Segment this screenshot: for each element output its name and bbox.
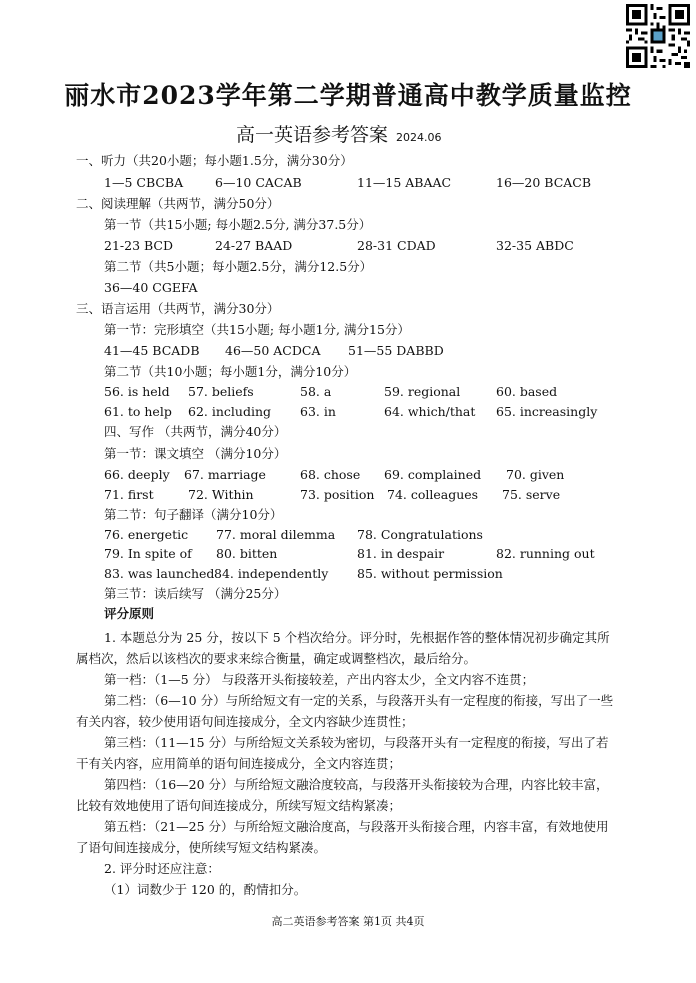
subtitle-date: 2024.06 bbox=[396, 131, 442, 144]
answer-group: 46—50 ACDCA bbox=[225, 343, 321, 358]
language-use-part1-heading: 第一节：完形填空（共15小题; 每小题1分, 满分15分） bbox=[104, 322, 410, 337]
answer-item: 77. moral dilemma bbox=[216, 527, 336, 542]
page-title: 丽水市2023学年第二学期普通高中教学质量监控 bbox=[64, 81, 632, 110]
answer-group: 36—40 CGEFA bbox=[104, 280, 198, 295]
writing-part3-heading: 第三节：读后续写 （满分25分） bbox=[104, 586, 287, 601]
answer-item: 70. given bbox=[506, 467, 565, 482]
answer-item: 82. running out bbox=[496, 546, 595, 561]
answer-item: 61. to help bbox=[104, 404, 172, 419]
answer-item: 69. complained bbox=[384, 467, 482, 482]
answer-item: 73. position bbox=[300, 487, 375, 502]
grading-paragraph: 第四档：（16—20 分）与所给短文融洽度较高，与段落开头衔接较为合理，内容比较丰富，比较有效地使用了语句间连接成分，所续写短文结构紧凑； bbox=[76, 777, 609, 813]
answer-item: 80. bitten bbox=[216, 546, 278, 561]
answer-group: 51—55 DABBD bbox=[348, 343, 444, 358]
answer-group: 1—5 CBCBA bbox=[104, 175, 184, 190]
language-use-heading: 三、语言运用（共两节，满分30分） bbox=[76, 301, 280, 316]
answer-item: 63. in bbox=[300, 404, 336, 419]
answer-item: 64. which/that bbox=[384, 404, 476, 419]
answer-item: 65. increasingly bbox=[496, 404, 598, 419]
answer-group: 16—20 BCACB bbox=[496, 175, 592, 190]
grading-paragraph: 2. 评分时还应注意： bbox=[104, 861, 220, 876]
answer-group: 32-35 ABDC bbox=[496, 238, 574, 253]
language-use-part2-heading: 第二节（共10小题；每小题1分，满分10分） bbox=[104, 364, 357, 379]
answer-item: 60. based bbox=[496, 384, 558, 399]
answer-item: 62. including bbox=[188, 404, 272, 419]
answer-item: 75. serve bbox=[502, 487, 561, 502]
answer-item: 76. energetic bbox=[104, 527, 189, 542]
writing-part2-heading: 第二节：句子翻译（满分10分） bbox=[104, 507, 283, 522]
grading-heading: 评分原则 bbox=[104, 606, 155, 621]
answer-group: 41—45 BCADB bbox=[104, 343, 200, 358]
answer-item: 81. in despair bbox=[357, 546, 445, 561]
grading-paragraph: 第五档：（21—25 分）与所给短文融洽度高，与段落开头衔接合理，内容丰富，有效地使用了语句间连接成分，使所续写短文结构紧凑。 bbox=[76, 819, 609, 855]
grading-paragraph: 第三档：（11—15 分）与所给短文关系较为密切，与段落开头有一定程度的衔接，写出了若干有关内容，应用简单的语句间连接成分，全文内容连贯； bbox=[76, 735, 609, 771]
answer-item: 57. beliefs bbox=[188, 384, 254, 399]
page-subtitle bbox=[236, 120, 442, 147]
answer-item: 59. regional bbox=[384, 384, 461, 399]
subtitle-text: 高一英语参考答案 bbox=[236, 124, 389, 146]
grading-paragraph: 第二档：（6—10 分）与所给短文有一定的关系，与段落开头有一定程度的衔接，写出了一些有关内容，较少使用语句间连接成分，全文内容缺少连贯性； bbox=[76, 693, 614, 729]
answer-item: 83. was launched bbox=[104, 566, 215, 581]
answer-item: 66. deeply bbox=[104, 467, 170, 482]
answer-item: 79. In spite of bbox=[104, 546, 192, 561]
reading-part1-heading: 第一节（共15小题; 每小题2.5分, 满分37.5分） bbox=[104, 217, 372, 232]
listening-heading: 一、听力（共20小题；每小题1.5分，满分30分） bbox=[76, 153, 353, 168]
answer-item: 67. marriage bbox=[184, 467, 266, 482]
answer-item: 68. chose bbox=[300, 467, 361, 482]
answer-group: 28-31 CDAD bbox=[357, 238, 436, 253]
writing-heading: 四、写作 （共两节，满分40分） bbox=[104, 424, 287, 439]
answer-item: 56. is held bbox=[104, 384, 170, 399]
answer-group: 21-23 BCD bbox=[104, 238, 174, 253]
reading-part2-heading: 第二节（共5小题；每小题2.5分，满分12.5分） bbox=[104, 259, 373, 274]
grading-body bbox=[76, 627, 621, 900]
grading-paragraph: 第一档：（1—5 分） 与段落开头衔接较差，产出内容太少，全文内容不连贯； bbox=[104, 672, 535, 687]
page-footer: 高二英语参考答案 第1页 共4页 bbox=[271, 915, 425, 928]
answer-item: 85. without permission bbox=[357, 566, 503, 581]
qr-code-icon bbox=[626, 4, 690, 68]
answer-item: 84. independently bbox=[214, 566, 329, 581]
reading-heading: 二、阅读理解（共两节，满分50分） bbox=[76, 196, 280, 211]
answer-item: 78. Congratulations bbox=[357, 527, 483, 542]
writing-part1-heading: 第一节：课文填空 （满分10分） bbox=[104, 446, 287, 461]
answer-group: 11—15 ABAAC bbox=[357, 175, 452, 190]
answer-group: 24-27 BAAD bbox=[215, 238, 293, 253]
answer-item: 58. a bbox=[300, 384, 332, 399]
grading-paragraph: （1）词数少于 120 的，酌情扣分。 bbox=[104, 882, 307, 897]
answer-group: 6—10 CACAB bbox=[215, 175, 302, 190]
answer-item: 72. Within bbox=[188, 487, 254, 502]
answer-item: 74. colleagues bbox=[387, 487, 479, 502]
answer-item: 71. first bbox=[104, 487, 154, 502]
grading-paragraph: 1. 本题总分为 25 分，按以下 5 个档次给分。评分时，先根据作答的整体情况初步确定其所属档次，然后以该档次的要求来综合衡量，确定或调整档次，最后给分。 bbox=[76, 630, 610, 666]
